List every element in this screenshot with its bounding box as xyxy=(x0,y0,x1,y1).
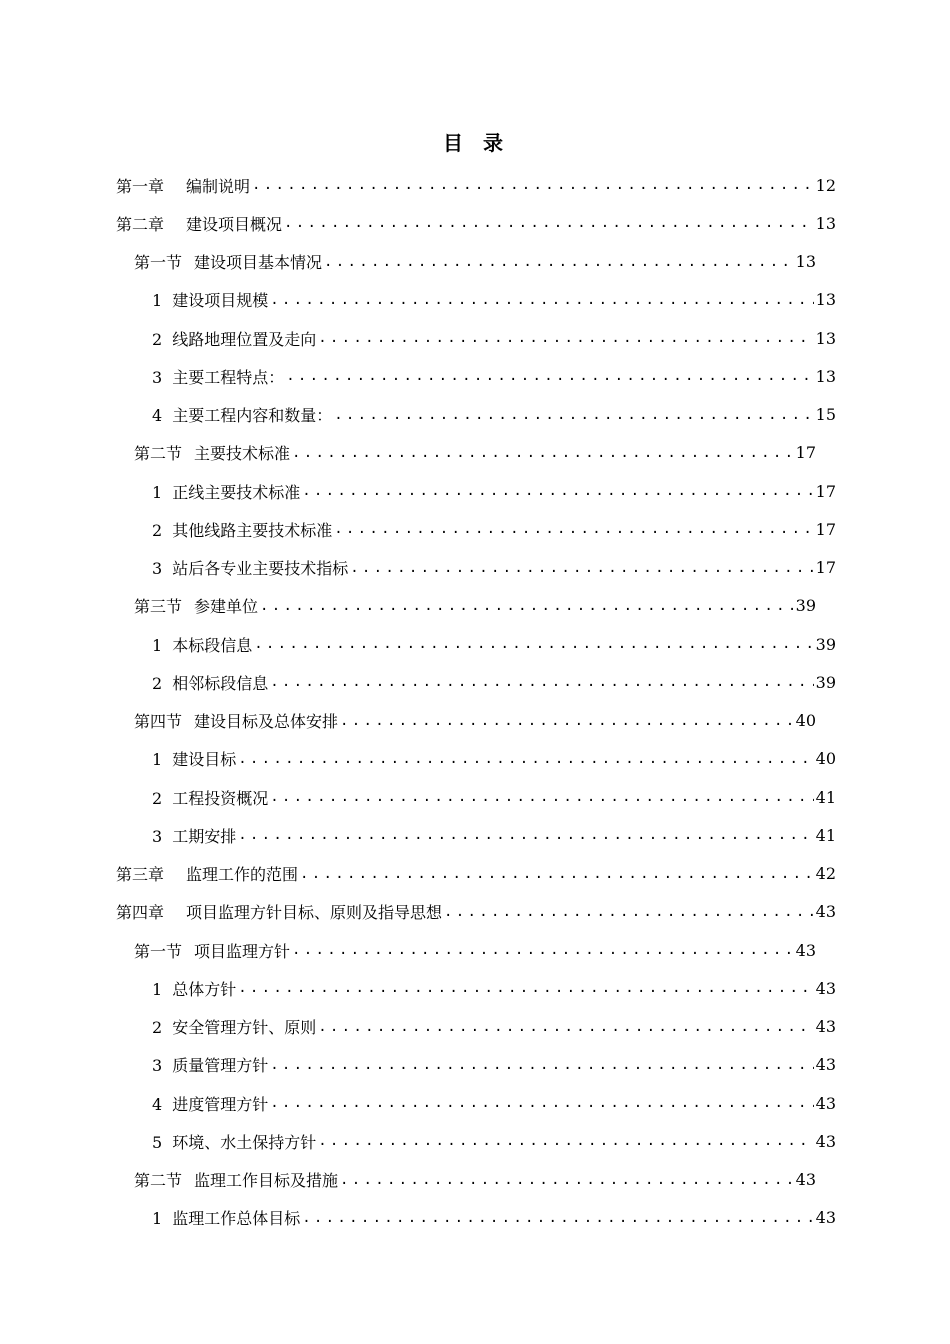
toc-entry-prefix: 第四章 xyxy=(116,903,165,923)
toc-entry-prefix: 第二章 xyxy=(116,214,165,234)
toc-entry-text: 主要工程特点： xyxy=(172,367,285,387)
toc-entry[interactable] xyxy=(152,281,836,319)
toc-entry[interactable] xyxy=(152,816,836,854)
toc-entry-prefix: 第一章 xyxy=(116,176,165,196)
toc-entry-prefix: 1 xyxy=(152,1209,163,1229)
toc-leader-dots xyxy=(254,636,813,652)
toc-entry-prefix: 1 xyxy=(152,750,163,770)
toc-entry-text: 相邻标段信息 xyxy=(172,673,269,693)
toc-entry-prefix: 1 xyxy=(152,979,163,999)
toc-entry-text: 站后各专业主要技术指标 xyxy=(172,559,349,578)
toc-page-number: 43 xyxy=(795,940,816,960)
toc-leader-dots xyxy=(300,866,814,882)
toc-entry[interactable] xyxy=(116,204,836,242)
toc-entry[interactable] xyxy=(116,893,836,931)
toc-entry-label xyxy=(152,365,284,388)
toc-leader-dots xyxy=(260,598,794,614)
toc-entry-label xyxy=(152,671,268,694)
toc-entry-prefix: 第二节 xyxy=(134,444,183,464)
toc-leader-dots xyxy=(238,827,813,843)
toc-entry-prefix: 1 xyxy=(152,291,163,311)
toc-entry[interactable] xyxy=(152,1008,836,1046)
toc-entry-label xyxy=(116,900,442,923)
toc-page-number: 17 xyxy=(815,558,836,577)
toc-entry[interactable] xyxy=(152,663,836,701)
toc-entry-text: 工程投资概况 xyxy=(172,788,269,808)
toc-leader-dots xyxy=(270,789,813,805)
toc-entry[interactable] xyxy=(152,357,836,395)
toc-entry[interactable] xyxy=(152,1199,836,1237)
toc-leader-dots xyxy=(340,1172,794,1188)
toc-entry-prefix: 5 xyxy=(152,1132,163,1152)
toc-leader-dots xyxy=(444,904,814,920)
toc-page-number: 39 xyxy=(815,634,836,654)
toc-entry-label xyxy=(152,1130,316,1153)
toc-entry[interactable] xyxy=(152,472,836,510)
toc-entry-label xyxy=(152,518,332,541)
toc-entry-label xyxy=(134,594,258,617)
toc-entry[interactable] xyxy=(134,434,816,472)
toc-page-number: 13 xyxy=(795,252,816,271)
toc-entry[interactable] xyxy=(116,166,836,204)
toc-entry-text: 项目监理方针目标、原则及指导思想 xyxy=(186,903,443,923)
toc-entry[interactable] xyxy=(152,740,836,778)
toc-entry-label xyxy=(152,747,236,770)
toc-entry[interactable] xyxy=(152,549,836,587)
toc-page-number: 43 xyxy=(795,1170,816,1189)
toc-entry-prefix: 2 xyxy=(152,788,163,808)
toc-entry[interactable] xyxy=(152,969,836,1007)
toc-entry-label xyxy=(152,1015,316,1038)
toc-leader-dots xyxy=(286,368,813,384)
toc-page-number: 13 xyxy=(815,290,836,310)
toc-leader-dots xyxy=(292,942,794,958)
toc-entry-label xyxy=(134,709,338,732)
toc-leader-dots xyxy=(238,980,813,996)
toc-entry[interactable] xyxy=(134,587,816,625)
toc-page-number: 17 xyxy=(815,481,836,501)
toc-entry-prefix: 第一节 xyxy=(134,941,183,961)
toc-entry-text: 监理工作目标及措施 xyxy=(194,1171,339,1190)
toc-entry[interactable] xyxy=(134,243,816,281)
toc-leader-dots xyxy=(238,751,813,767)
toc-leader-dots xyxy=(302,1210,813,1226)
toc-title: 目 录 xyxy=(443,131,507,155)
toc-entry-label xyxy=(134,1168,338,1191)
toc-page-number: 39 xyxy=(795,596,816,616)
toc-entry-prefix: 1 xyxy=(152,482,163,502)
toc-leader-dots xyxy=(334,407,813,423)
toc-page-number: 13 xyxy=(815,213,836,233)
toc-entry-text: 线路地理位置及走向 xyxy=(172,329,317,349)
toc-entry-text: 总体方针 xyxy=(172,979,237,999)
toc-leader-dots xyxy=(334,521,813,537)
toc-entry-text: 本标段信息 xyxy=(172,635,253,655)
toc-entry-prefix: 第二节 xyxy=(134,1171,183,1190)
toc-page-number: 13 xyxy=(815,328,836,348)
toc-entry[interactable] xyxy=(152,510,836,548)
toc-page-number: 43 xyxy=(815,978,836,998)
toc-entry-text: 质量管理方针 xyxy=(172,1056,269,1076)
toc-entry-text: 环境、水土保持方针 xyxy=(172,1132,317,1152)
toc-entry-text: 项目监理方针 xyxy=(194,941,291,961)
toc-entry-prefix: 3 xyxy=(152,1056,163,1076)
toc-leader-dots xyxy=(270,1095,813,1111)
toc-entry-text: 建设目标 xyxy=(172,750,237,770)
toc-page-number: 15 xyxy=(815,405,836,424)
toc-leader-dots xyxy=(324,254,794,270)
toc-leader-dots xyxy=(270,1057,813,1073)
toc-entry-label xyxy=(152,327,316,350)
toc-leader-dots xyxy=(252,177,814,193)
toc-entry-prefix: 第一节 xyxy=(134,253,183,272)
toc-page-number: 41 xyxy=(815,825,836,845)
toc-entry-text: 主要工程内容和数量： xyxy=(172,406,333,425)
toc-entry-label xyxy=(116,212,282,235)
toc-entry-label xyxy=(152,633,252,656)
toc-entry-text: 建设目标及总体安排 xyxy=(194,712,339,731)
toc-page-number: 40 xyxy=(795,711,816,730)
toc-page-number: 40 xyxy=(815,749,836,769)
toc-entry-text: 其他线路主要技术标准 xyxy=(172,520,333,540)
toc-entry[interactable] xyxy=(116,855,836,893)
toc-entry-prefix: 4 xyxy=(152,406,163,425)
toc-entry-text: 编制说明 xyxy=(186,176,251,196)
toc-entry-label xyxy=(116,174,250,197)
toc-leader-dots xyxy=(318,1019,813,1035)
toc-entry[interactable] xyxy=(152,778,836,816)
toc-entry[interactable] xyxy=(134,931,816,969)
toc-entry-text: 正线主要技术标准 xyxy=(172,482,301,502)
toc-entry[interactable] xyxy=(152,1084,836,1122)
toc-entry-label xyxy=(152,288,268,311)
toc-entry-prefix: 2 xyxy=(152,1018,163,1037)
toc-entry-text: 建设项目概况 xyxy=(186,214,283,234)
toc-entry-prefix: 2 xyxy=(152,673,163,693)
toc-entry-label xyxy=(152,977,236,1000)
toc-page-number: 43 xyxy=(815,1093,836,1113)
toc-page-number: 42 xyxy=(815,864,836,883)
toc-entry-text: 建设项目规模 xyxy=(172,291,269,311)
toc-page-number: 12 xyxy=(815,175,836,195)
toc-entry-prefix: 3 xyxy=(152,559,163,578)
toc-entry-label xyxy=(152,480,300,503)
toc-entry[interactable] xyxy=(152,396,836,434)
toc-entry-text: 主要技术标准 xyxy=(194,444,291,464)
toc-entry-text: 监理工作总体目标 xyxy=(172,1209,301,1229)
toc-entry-text: 工期安排 xyxy=(172,826,237,846)
toc-entry[interactable] xyxy=(134,1161,816,1199)
toc-entry-label xyxy=(134,441,290,464)
toc-page-number: 17 xyxy=(795,443,816,463)
toc-page-number: 43 xyxy=(815,1131,836,1151)
toc-leader-dots xyxy=(318,1133,813,1149)
toc-page-number: 43 xyxy=(815,1055,836,1075)
toc-entry-label xyxy=(152,1206,300,1229)
toc-entry-label xyxy=(152,556,348,579)
toc-leader-dots xyxy=(340,713,794,729)
toc-entry[interactable] xyxy=(134,702,816,740)
toc-page-number: 43 xyxy=(815,1208,836,1228)
toc-entry-label xyxy=(152,1092,268,1115)
toc-entry-text: 监理工作的范围 xyxy=(186,865,299,884)
toc-leader-dots xyxy=(270,674,813,690)
toc-leader-dots xyxy=(270,292,813,308)
toc-entry-text: 进度管理方针 xyxy=(172,1094,269,1114)
toc-entry-label xyxy=(134,939,290,962)
toc-entry-prefix: 第三节 xyxy=(134,597,183,617)
toc-entry[interactable] xyxy=(152,625,836,663)
toc-entry-prefix: 3 xyxy=(152,826,163,846)
toc-entry-label xyxy=(134,250,322,273)
toc-entry-prefix: 3 xyxy=(152,367,163,387)
toc-entry-label xyxy=(152,403,332,426)
toc-page-number: 43 xyxy=(815,902,836,922)
toc-leader-dots xyxy=(318,330,813,346)
toc-entry-prefix: 第四节 xyxy=(134,712,183,731)
toc-entry[interactable] xyxy=(152,319,836,357)
toc-entry-prefix: 第三章 xyxy=(116,865,165,884)
toc-leader-dots xyxy=(284,215,814,231)
toc-entry-prefix: 4 xyxy=(152,1094,163,1114)
toc-leader-dots xyxy=(350,560,813,576)
toc-page-number: 43 xyxy=(815,1017,836,1036)
toc-entry-label xyxy=(152,824,236,847)
toc-entry-prefix: 2 xyxy=(152,329,163,349)
toc-entry-text: 建设项目基本情况 xyxy=(194,253,323,272)
toc-entry-prefix: 2 xyxy=(152,520,163,540)
toc-leader-dots xyxy=(302,483,813,499)
toc-entry-prefix: 1 xyxy=(152,635,163,655)
toc-page-number: 17 xyxy=(815,519,836,539)
toc-entry-label xyxy=(152,786,268,809)
toc-entry-label xyxy=(116,862,298,885)
toc-page-number: 39 xyxy=(815,672,836,692)
toc-page-number: 41 xyxy=(815,787,836,807)
toc-page-number: 13 xyxy=(815,366,836,386)
toc-leader-dots xyxy=(292,445,794,461)
toc-entry-text: 参建单位 xyxy=(194,597,259,617)
toc-entry[interactable] xyxy=(152,1122,836,1160)
toc-entry[interactable] xyxy=(152,1046,836,1084)
toc-entry-label xyxy=(152,1053,268,1076)
toc-entry-text: 安全管理方针、原则 xyxy=(172,1018,317,1037)
